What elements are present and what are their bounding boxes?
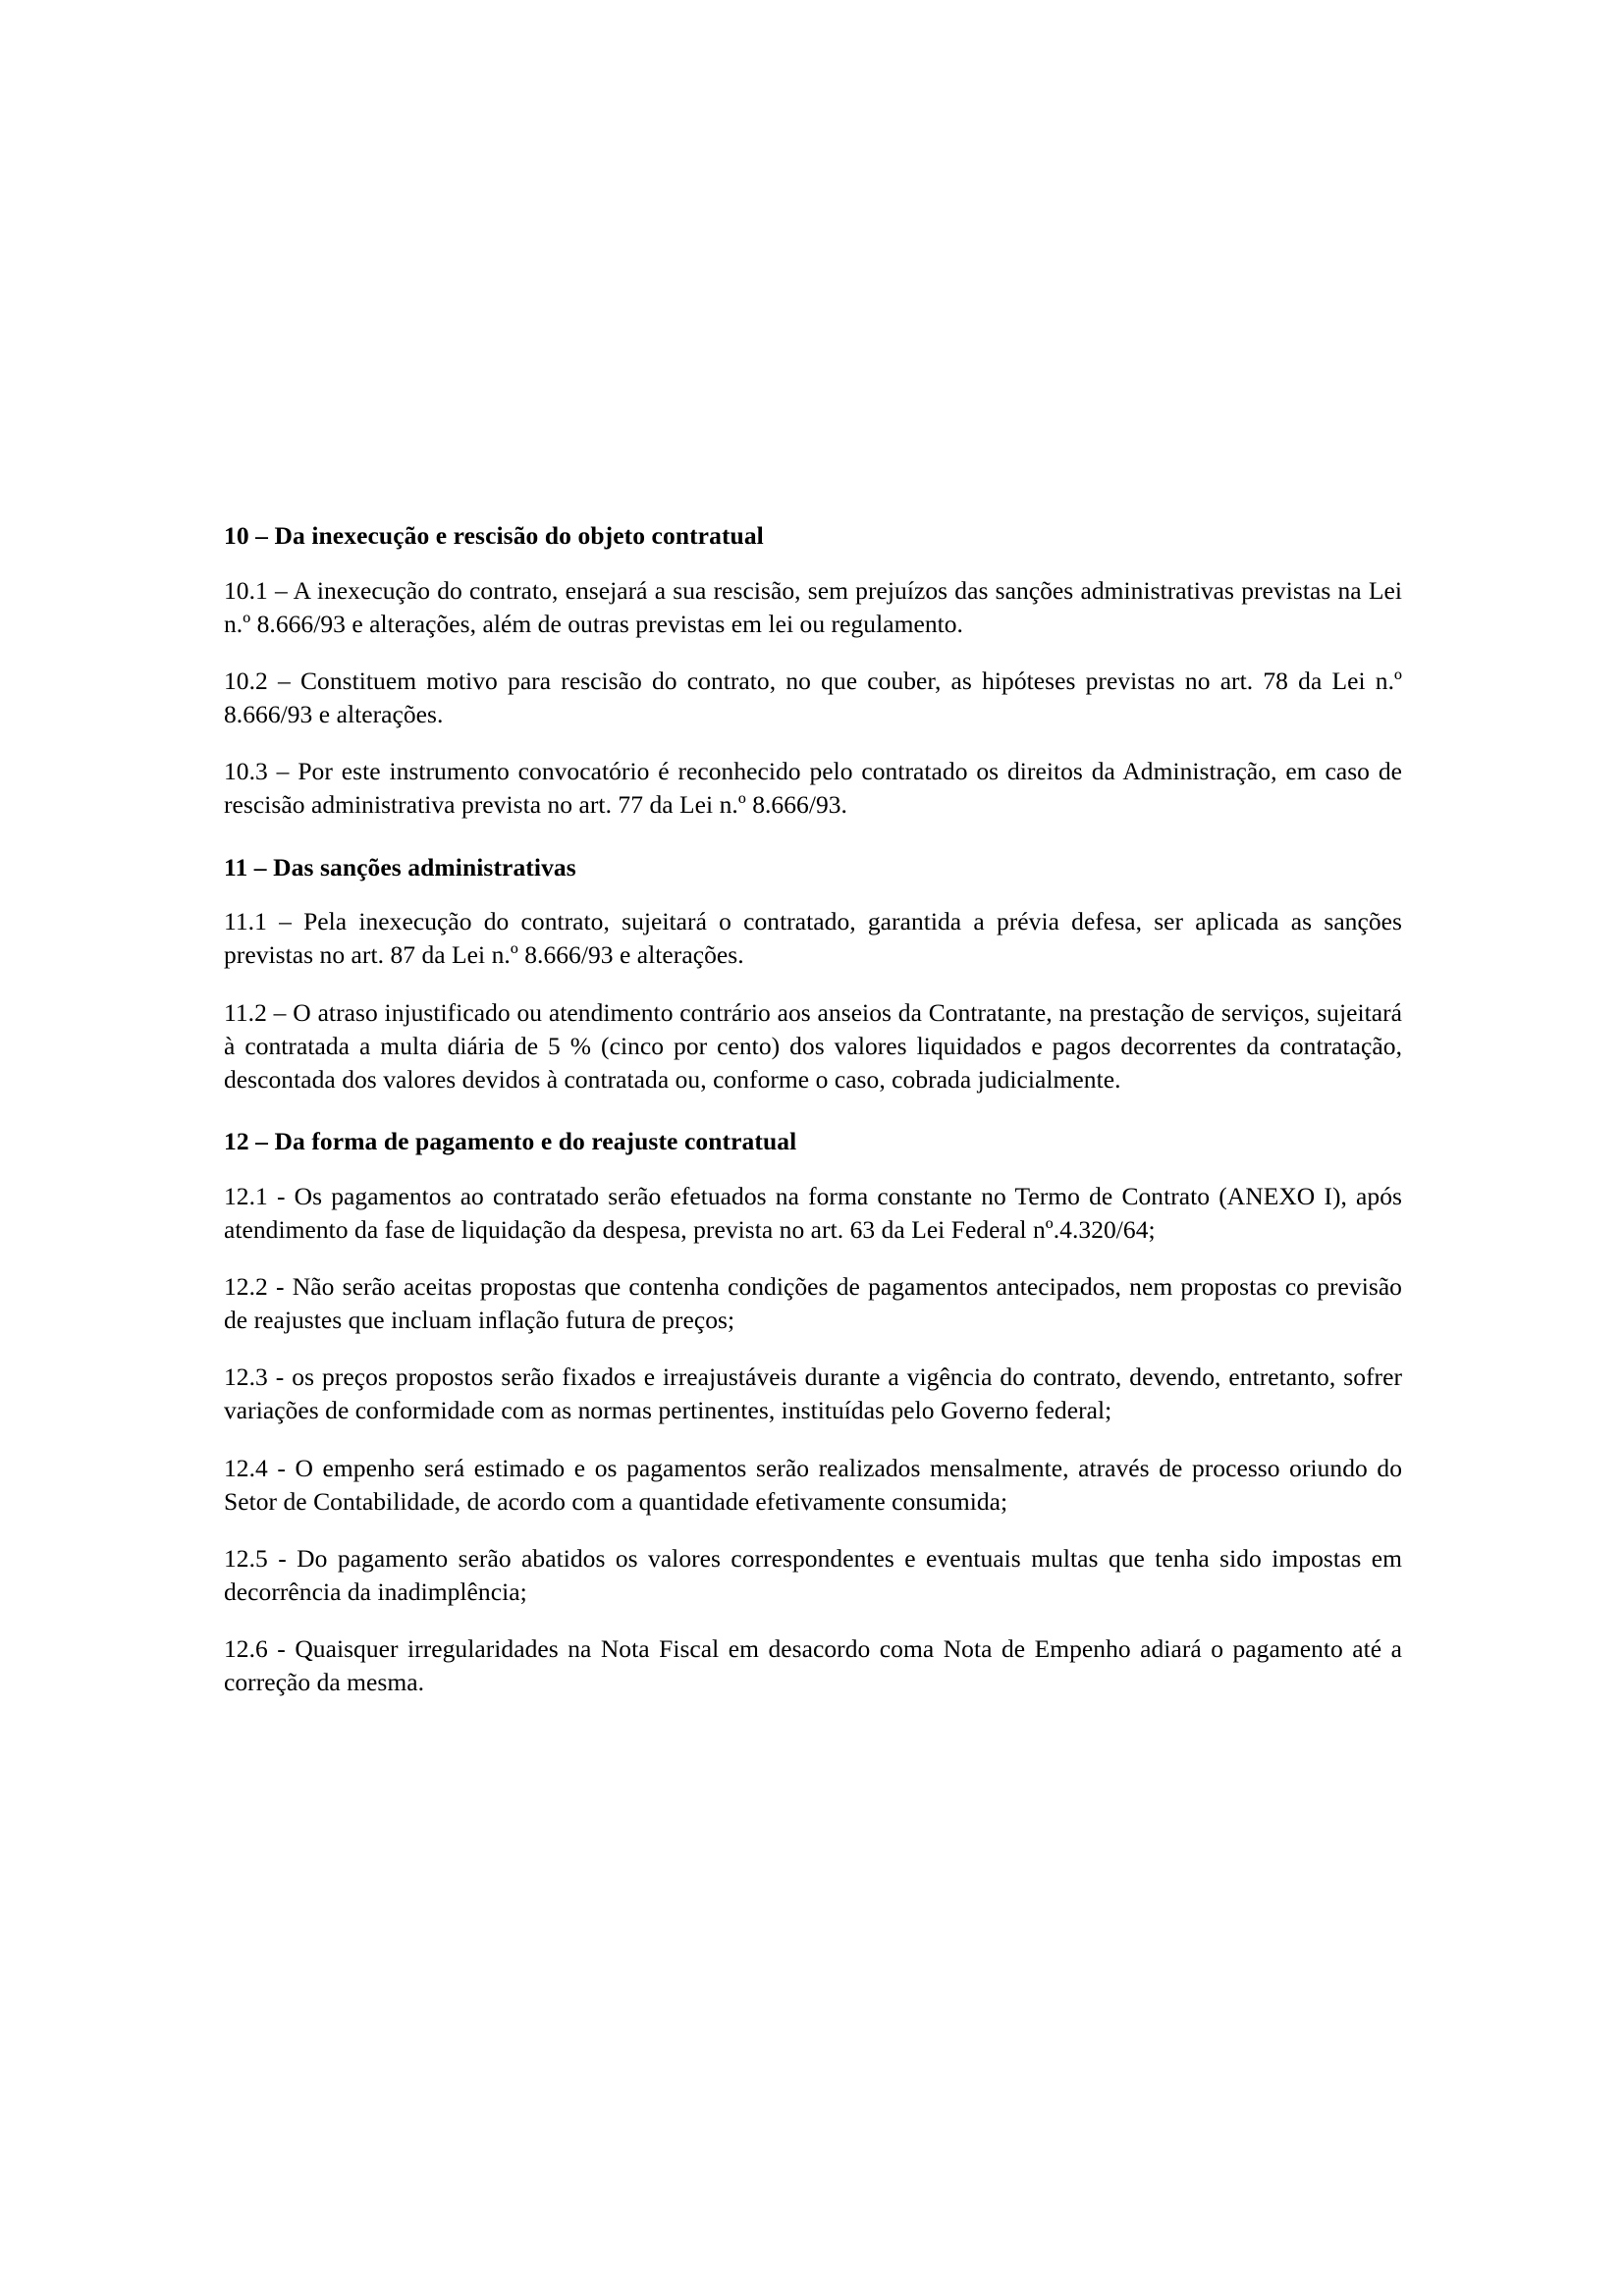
clause-10-3: 10.3 – Por este instrumento convocatório é reconhecido pelo contratado os direitos da Administração, em caso de rescisão administrativa prevista no art. 77 da Lei n.º 8.666/93. — [224, 757, 1402, 820]
clause-10-1: 10.1 – A inexecução do contrato, ensejará a sua rescisão, sem prejuízos das sanções administrativas previstas na Lei n.º 8.666/93 e alterações, além de outras previstas em lei ou regulamento. — [224, 575, 1402, 638]
clause-10-2: 10.2 – Constituem motivo para rescisão do contrato, no que couber, as hipóteses previstas no art. 78 da Lei n.º 8.666/93 e alterações. — [224, 666, 1402, 729]
clause-11-1: 11.1 – Pela inexecução do contrato, sujeitará o contratado, garantida a prévia defesa, ser aplicada as sanções previstas no art. 87 da Lei n.º 8.666/93 e alterações. — [224, 907, 1402, 970]
document-body — [224, 520, 1402, 1699]
clause-12-6: 12.6 - Quaisquer irregularidades na Nota Fiscal em desacordo coma Nota de Empenho adiará o pagamento até a correção da mesma. — [224, 1634, 1402, 1697]
clause-12-3: 12.3 - os preços propostos serão fixados e irreajustáveis durante a vigência do contrato, devendo, entretanto, sofrer variações de conformidade com as normas pertinentes, instituídas pelo Governo federal; — [224, 1362, 1402, 1425]
clause-11-2: 11.2 – O atraso injustificado ou atendimento contrário aos anseios da Contratante, na prestação de serviços, sujeitará à contratada a multa diária de 5 % (cinco por cento) dos valores liquidados e pagos decorrentes da contratação, descontada dos valores devidos à contratada ou, conforme o caso, cobrada judicialmente. — [224, 997, 1402, 1094]
section-heading-12: 12 – Da forma de pagamento e do reajuste contratual — [224, 1126, 797, 1155]
section-heading-10: 10 – Da inexecução e rescisão do objeto contratual — [224, 521, 764, 550]
clause-12-4: 12.4 - O empenho será estimado e os pagamentos serão realizados mensalmente, através de processo oriundo do Setor de Contabilidade, de acordo com a quantidade efetivamente consumida; — [224, 1453, 1402, 1516]
section-heading-11: 11 – Das sanções administrativas — [224, 852, 576, 881]
clause-12-5: 12.5 - Do pagamento serão abatidos os valores correspondentes e eventuais multas que tenha sido impostas em decorrência da inadimplência; — [224, 1543, 1402, 1606]
clause-12-2: 12.2 - Não serão aceitas propostas que contenha condições de pagamentos antecipados, nem propostas co previsão de reajustes que incluam inflação futura de preços; — [224, 1271, 1402, 1335]
clause-12-1: 12.1 - Os pagamentos ao contratado serão efetuados na forma constante no Termo de Contrato (ANEXO I), após atendimento da fase de liquidação da despesa, prevista no art. 63 da Lei Federal nº.4.320/64; — [224, 1181, 1402, 1244]
